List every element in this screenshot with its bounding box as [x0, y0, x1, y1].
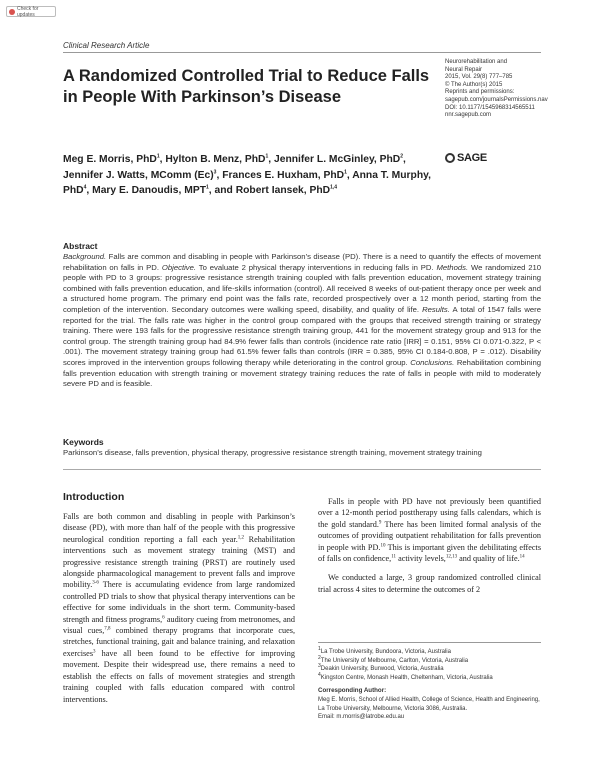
affiliation-mark: 2	[318, 654, 321, 661]
text-run: and quality of life.	[457, 554, 520, 564]
check-updates-icon	[9, 9, 15, 15]
right-column	[318, 496, 541, 595]
article-title: A Randomized Controlled Trial to Reduce Falls in People With Parkinson’s Disease	[63, 67, 430, 106]
citation[interactable]: 3-6	[92, 580, 99, 586]
corresponding-author-email[interactable]: Email: m.morris@latrobe.edu.au	[318, 714, 405, 721]
text-run: Falls in people with PD have not previously been quantified over a 12-month period posttherapy using falls calendars, which is the gold standard.	[318, 497, 541, 529]
abstract-label: Methods.	[436, 262, 469, 272]
text-run: have all been found to be effective for improving movement. Despite their widespread use, there remains a need to establish the effects on falls of movement strategies and strength training coupled with falls education compared with control interventions.	[63, 648, 295, 704]
introduction-text	[63, 511, 295, 705]
abstract-label: Results.	[422, 304, 450, 314]
left-column	[63, 491, 295, 705]
abstract-heading: Abstract	[63, 241, 98, 251]
citation[interactable]: 12,13	[445, 554, 458, 560]
text-run: This is important given the debilitating effects of falls on confidence,	[318, 542, 542, 564]
author-name: Jennifer J. Watts, MComm (Ec)	[63, 169, 214, 181]
affiliation-line	[318, 654, 541, 666]
journal-line: Neurorehabilitation and	[445, 59, 508, 65]
section-divider	[63, 469, 541, 470]
affiliation-mark: 2	[400, 153, 404, 160]
journal-line[interactable]: DOI: 10.1177/1545968314565511	[445, 104, 535, 111]
journal-line: Neural Repair	[445, 66, 483, 73]
header-divider	[63, 52, 541, 53]
affiliation-mark: 1	[344, 169, 347, 176]
affiliation-mark: 1	[156, 153, 160, 160]
affiliation-line	[318, 671, 541, 683]
introduction-heading: Introduction	[63, 491, 125, 503]
abstract-label: Background.	[63, 252, 107, 261]
author-name: Mary E. Danoudis, MPT	[92, 185, 206, 196]
keywords-heading: Keywords	[63, 437, 104, 447]
abstract-text: Rehabilitation combining falls prevention education with strength training or movement strategy training reduces the rate of falls in people with mild to moderately severe PD and is feasible.	[63, 357, 542, 389]
keywords-list: Parkinson’s disease, falls prevention, physical therapy, progressive resistance strength training, movement strategy training	[63, 448, 482, 457]
author-name: Meg E. Morris, PhD	[63, 154, 157, 165]
corresponding-author-address: Meg E. Morris, School of Allied Health, College of Science, Health and Engineering, La Trobe University, Melbourne, Victoria 3086, Australia.	[318, 696, 540, 712]
author-list: Meg E. Morris, PhD$^1$, Hylton B. Menz, PhD$^1$, Jennifer L. McGinley, PhD$^2$, Jennifer J. Watts, MComm $(Ec)^3$, Frances E. Huxham, PhD$^1$, Anna T. Murphy, PhD$^4$, Mary E. Danoudis, MPT$^1$, and Robert Iansek, PhD$^{1,4}$	[63, 153, 431, 196]
affiliation-mark: 3	[213, 169, 217, 176]
text-run: There is accumulating evidence from large randomized controlled PD trials to show that physical therapy interventions can be effective for some individuals in the short term. Community-based strength and fitness programs,	[63, 580, 295, 624]
paragraph: We conducted a large, 3 group randomized controlled clinical trial across 4 sites to determine the outcomes of 2	[318, 573, 541, 594]
corresponding-author-heading: Corresponding Author:	[318, 687, 387, 695]
journal-line: 2015, Vol. 29(8) 777–785	[445, 74, 513, 81]
paragraph	[318, 496, 541, 564]
article-category: Clinical Research Article	[63, 41, 150, 50]
affiliation-line	[318, 648, 541, 657]
abstract-label: Objective.	[161, 262, 197, 272]
text-run: auditory cueing from metronomes, and visual cues,	[63, 614, 295, 636]
affiliation-mark: 1	[265, 153, 269, 160]
affiliation-text: Kingston Centre, Monash Health, Cheltenham, Victoria, Australia	[320, 674, 493, 681]
author-name: Anna T. Murphy, PhD	[63, 169, 431, 196]
citation[interactable]: 9	[378, 520, 382, 526]
citation[interactable]: 7,8	[104, 626, 111, 632]
journal-line: © The Author(s) 2015	[445, 81, 503, 88]
affiliation-text: La Trobe University, Bundoora, Victoria, Australia	[320, 649, 451, 655]
affiliation-footnotes	[318, 642, 541, 722]
affiliation-mark: 3	[318, 663, 321, 670]
abstract-text: We randomized 210 people with PD to 3 groups: progressive resistance strength training coupled with falls prevention education, movement strategy training combined with falls prevention education, and life-skills information (control). All received 8 weeks of out-patient therapy once per week and a structured home program. The primary end point was the falls rate, recorded prospectively over a 12 month period, starting from the completion of the intervention. Secondary outcomes were walking speed, disability, and quality of life.	[63, 262, 542, 314]
sage-logo-icon	[445, 153, 455, 163]
affiliation-mark: 1	[318, 646, 321, 652]
text-run: There has been limited formal analysis of the outcomes of providing outpatient rehabilitation for falls prevention in people with PD.	[318, 519, 542, 552]
check-for-updates-badge[interactable]	[6, 6, 56, 17]
journal-info	[445, 59, 555, 120]
abstract-label: Conclusions.	[410, 357, 455, 367]
journal-line[interactable]: sagepub.com/journalsPermissions.nav	[445, 96, 548, 103]
journal-line[interactable]: nnr.sagepub.com	[445, 112, 492, 119]
check-updates-label: Check for updates	[17, 5, 39, 18]
author-conjunction: and	[214, 185, 233, 196]
affiliation-mark: 4	[83, 184, 87, 191]
journal-line: Reprints and permissions:	[445, 89, 515, 96]
abstract-text: A total of 1547 falls were reported for the trial. The falls rate was higher in the control group compared with the groups that received strength training or strategy training. There were 193 falls for the progressive resistance strength training group, 441 for the movement strategy group and 913 for the control group. The strength training group had 84.9% fewer falls than controls (incidence rate ratio [IRR] = 0.151, 95% CI 0.071-0.322, P < .001). The movement strategy training group had 61.5% fewer falls than controls (IRR = 0.385, 95% CI 0.184-0.808, P = .012). Disability scores improved in the intervention groups following therapy while deteriorating in the control group.	[63, 304, 541, 367]
affiliation-mark: 1,4	[330, 184, 338, 191]
author-name: Jennifer L. McGinley, PhD	[273, 154, 401, 165]
citation[interactable]: 3	[93, 649, 96, 655]
citation[interactable]: 10	[380, 542, 386, 548]
abstract-text: To evaluate 2 physical therapy interventions in reducing falls in PD.	[198, 262, 434, 272]
text-run: Falls are both common and disabling in people with Parkinson’s disease (PD), with more than half of the people with this progressive neurological condition reporting a fall each year.	[63, 512, 295, 544]
author-name: Frances E. Huxham, PhD	[222, 169, 345, 181]
author-name: Hylton B. Menz, PhD	[165, 154, 266, 165]
citation[interactable]: 11	[391, 554, 397, 560]
publisher-name: SAGE	[457, 152, 487, 164]
abstract-body	[63, 252, 541, 390]
right-column-text	[318, 496, 541, 595]
citation[interactable]: 1,2	[237, 535, 244, 541]
citation[interactable]: 14	[519, 554, 525, 560]
paragraph	[63, 511, 295, 705]
author-name: Robert Iansek, PhD	[235, 185, 331, 196]
citation[interactable]: 6	[162, 614, 165, 620]
text-run: combined therapy programs that incorporate cues, stretches, functional training, gait and balance training, and relaxation exercises	[63, 626, 295, 658]
affiliation-line	[318, 665, 541, 674]
sage-logo	[445, 152, 487, 164]
affiliation-mark: 4	[318, 671, 321, 678]
abstract-text: Falls are common and disabling in people with Parkinson’s disease (PD). There is a need to quantify the effects of movement rehabilitation on falls in PD.	[63, 252, 541, 272]
affiliation-text: Deakin University, Burwood, Victoria, Australia	[320, 666, 444, 673]
affiliation-mark: 1	[205, 184, 209, 191]
affiliation-text: The University of Melbourne, Carlton, Victoria, Australia	[320, 657, 469, 664]
text-run: activity levels,	[396, 554, 446, 564]
text-run: Rehabilitation interventions such as movement strategy training (MST) and progressive resistance strength training (PRST) are routinely used alongside pharmacological management to prevent falls and improve mobility.	[63, 534, 295, 590]
